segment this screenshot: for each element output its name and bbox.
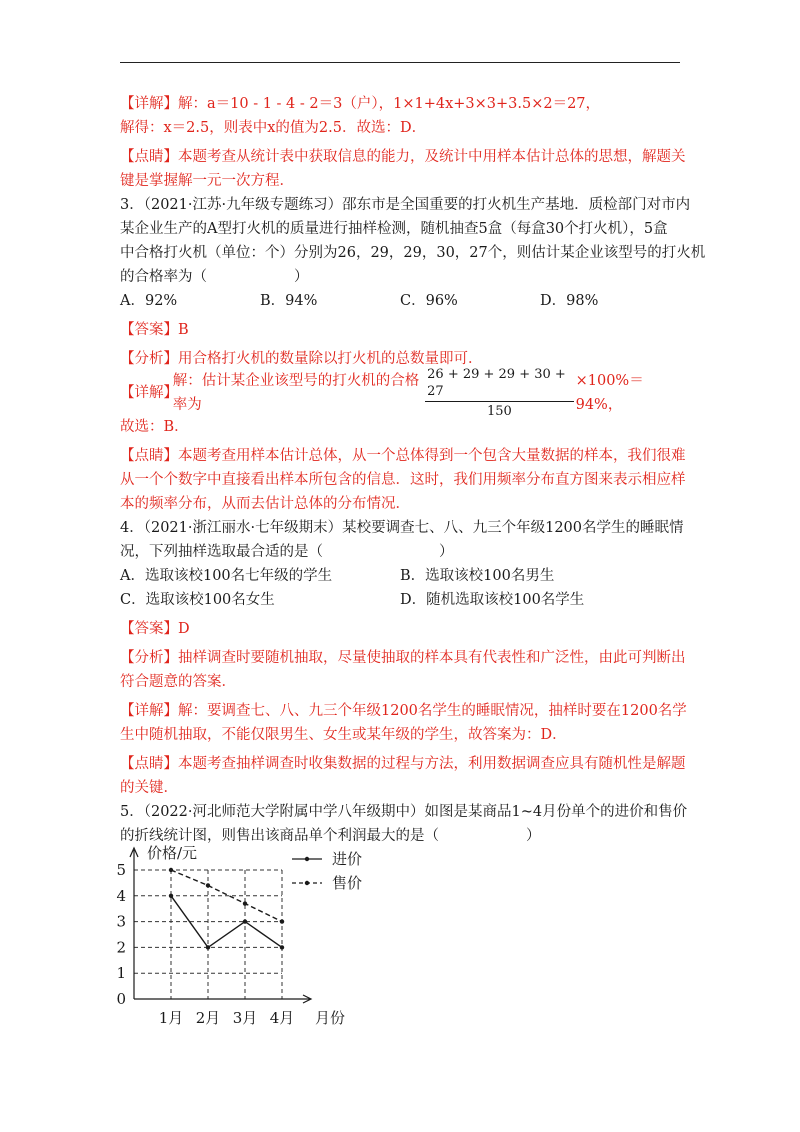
- data-point: [243, 901, 247, 905]
- q3-stem-line-2: 某企业生产的A型打火机的质量进行抽样检测，随机抽查5盒（每盒30个打火机），5盒: [120, 221, 668, 237]
- legend-label: 售价: [332, 874, 363, 892]
- q3-stem-line-4: 的合格率为（ ）: [120, 269, 309, 285]
- chart-axes: [130, 848, 311, 1003]
- q4-option-c: C．选取该校100名女生: [120, 592, 275, 608]
- q4-option-a: A．选取该校100名七年级的学生: [120, 568, 333, 584]
- q3-option-b: B．94%: [260, 293, 318, 309]
- q3-analysis: 【分析】用合格打火机的数量除以打火机的总数量即可．: [120, 351, 483, 367]
- y-tick-label: 0: [116, 990, 126, 1008]
- legend-label: 进价: [332, 850, 363, 868]
- q4-stem-line-1: 4．（2021·浙江丽水·七年级期末）某校要调查七、八、九三个年级1200名学生的睡眠情: [120, 520, 684, 536]
- q4-analysis-line-2: 符合题意的答案．: [120, 674, 236, 690]
- q2-comment-line-1: 【点睛】本题考查从统计表中获取信息的能力，及统计中用样本估计总体的思想，解题关: [120, 149, 686, 165]
- q5-stem-line-2: 的折线统计图，则售出该商品单个利润最大的是（ ）: [120, 828, 541, 844]
- chart-series: [169, 868, 284, 950]
- q4-comment-line-2: 的关键．: [120, 780, 178, 796]
- q3-fraction: $\frac{26 + 29 + 29 + 30 + 27}{150}$: [425, 366, 573, 420]
- q4-stem-line-2: 况，下列抽样选取最合适的是（ ）: [120, 544, 454, 560]
- x-tick-label: 3月: [232, 1009, 258, 1027]
- q4-analysis-line-1: 【分析】抽样调查时要随机抽取，尽量使抽取的样本具有代表性和广泛性，由此可判断出: [120, 650, 686, 666]
- data-point: [280, 945, 284, 949]
- x-axis-label: 月份: [315, 1009, 346, 1027]
- y-tick-label: 4: [116, 886, 126, 905]
- q3-comment-line-2: 从一个个数字中直接看出样本所包含的信息．这时，我们用频率分布直方图来表示相应样: [120, 472, 686, 488]
- q3-detail-line-1: 【详解】 解：估计某企业该型号的打火机的合格率为 $\frac{26 + 29 + 29 + 30 + 27}{150}$ ×100%＝94%，: [120, 367, 644, 419]
- q3-stem-line-1: 3．（2021·江苏·九年级专题练习）邵东市是全国重要的打火机生产基地．质检部门对市内: [120, 197, 691, 213]
- chart-legend: [292, 850, 362, 892]
- q4-detail-line-2: 生中随机抽取，不能仅限男生、女生或某年级的学生，故答案为：D．: [120, 727, 567, 743]
- y-tick-label: 1: [116, 964, 126, 983]
- data-point: [243, 919, 247, 923]
- y-tick-label: 2: [116, 938, 126, 957]
- q4-answer: 【答案】D: [120, 621, 190, 637]
- y-tick-label: 5: [116, 861, 126, 879]
- y-tick-label: 3: [116, 912, 126, 931]
- q4-comment-line-1: 【点睛】本题考查抽样调查时收集数据的过程与方法，利用数据调查应具有随机性是解题: [120, 756, 686, 772]
- data-point: [169, 894, 173, 898]
- q4-options-row-2: [120, 588, 680, 612]
- q4-option-d: D．随机选取该校100名学生: [400, 592, 585, 608]
- q5-stem-line-1: 5．（2022·河北师范大学附属中学八年级期中）如图是某商品1~4月份单个的进价和售价: [120, 804, 688, 820]
- data-point: [206, 883, 210, 887]
- legend-marker: [305, 881, 309, 885]
- q3-answer: 【答案】B: [120, 322, 189, 338]
- chart-grid: [134, 870, 282, 999]
- header-rule: [120, 62, 680, 63]
- data-point: [169, 868, 173, 872]
- data-point: [206, 945, 210, 949]
- data-point: [280, 919, 284, 923]
- q2-comment-line-2: 键是掌握解一元一次方程．: [120, 173, 294, 189]
- q3-comment-line-3: 本的频率分布，从而去估计总体的分布情况．: [120, 496, 410, 512]
- x-tick-label: 4月: [269, 1009, 295, 1027]
- q3-option-a: A．92%: [120, 293, 178, 309]
- q3-stem-line-3: 中合格打火机（单位：个）分别为26，29，29，30，27个，则估计某企业该型号的打火机: [120, 245, 706, 261]
- q4-detail-line-1: 【详解】解：要调查七、八、九三个年级1200名学生的睡眠情况，抽样时要在1200名学: [120, 703, 687, 719]
- q3-comment-line-1: 【点睛】本题考查用样本估计总体，从一个总体得到一个包含大量数据的样本，我们很难: [120, 448, 686, 464]
- q3-option-c: C．96%: [400, 293, 458, 309]
- q3-options: [120, 289, 680, 313]
- x-tick-label: 1月: [158, 1009, 184, 1027]
- q2-detail-line-1: 【详解】解：a＝10 - 1 - 4 - 2＝3（户），1×1+4x+3×3+3.5×2＝27，: [120, 96, 601, 112]
- q2-detail-line-2: 解得：x＝2.5，则表中x的值为2.5．故选：D．: [120, 120, 427, 136]
- price-line-chart: [110, 842, 370, 1042]
- y-axis-label: 价格/元: [147, 844, 198, 862]
- legend-marker: [305, 857, 309, 861]
- q4-option-b: B．选取该校100名男生: [400, 568, 555, 584]
- q3-detail-line-2: 故选：B．: [120, 419, 189, 435]
- q4-options-row-1: [120, 564, 680, 588]
- document-body: [120, 92, 706, 848]
- q3-option-d: D．98%: [540, 293, 599, 309]
- x-tick-label: 2月: [195, 1009, 221, 1027]
